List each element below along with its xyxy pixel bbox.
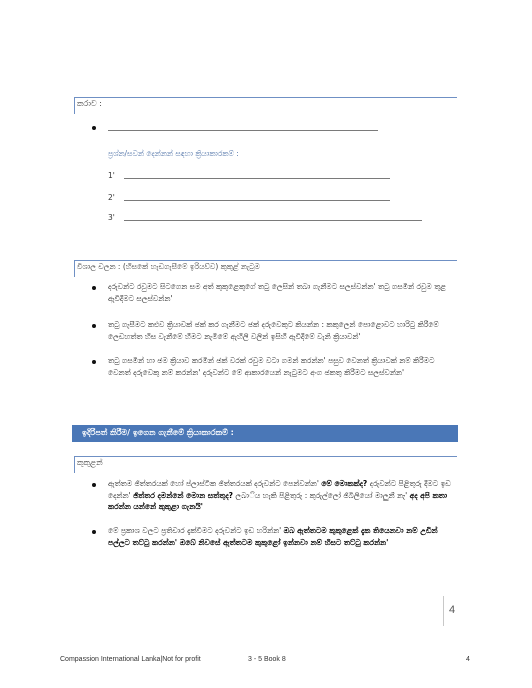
bullet2-bold: ඔබ ඇත්තටම කුකුළෙක් දැක තියෙනවා නම් උඩින් පල්ලට තට්ටු කරන්න' ඔබේ නිවසේ ඇත්තටම කුකුළෝ ඉන්නවා නම් හිසට තට්ටු කරන්න' (108, 526, 438, 547)
section-title-karava: කරාව : (77, 99, 102, 108)
bullet-dot (92, 126, 96, 130)
kukulun-bullet-1 (108, 478, 453, 513)
movement-bullet-1: දරුවන්ට රවුමට සිටගෙන සම අත් කුකුළෙකුගේ තටු ලෙසින් තබා ගැනීමට සලස්වන්න' තටු ගසමින් රවුම තුළ ඇවිදීමට සලස්වන්න' (108, 282, 447, 303)
bullet-dot (92, 483, 96, 487)
bullet2-text: මේ ප්‍රකාශ වලට ප්‍රතිචාර දැක්වීමට දරුවන්ට ඉඩ හරින්න' (108, 526, 282, 535)
page-number: 4 (449, 604, 456, 616)
kukulun-bullet-2 (108, 525, 453, 548)
footer-center: 3 - 5 Book 8 (248, 656, 286, 663)
activity-heading-band: ඉදිරිපත් කිරීම/ ඉගෙන ගැනීමේ ක්‍රියාකාරකම් : (72, 425, 458, 442)
section-title-kukulun: කුකුළන් (77, 458, 103, 467)
line-number-1: 1' (108, 171, 115, 180)
question-prompt: ප්‍රශ්න/සවන් දෙන්නන් සඳහා ක්‍රියාකාරකම් : (108, 149, 239, 158)
bullet1-text-a: ඇත්තම ඡිත්තරයක් හෝ ප්ලාස්ටික ඡිත්තරයක් දරුවන්ට පෙන්වන්න' (108, 479, 319, 488)
section-frame-kukulun (74, 456, 457, 473)
answer-line-3 (124, 220, 422, 221)
bullet1-text-b: දරුවන්ට පිළිතුරු දීමට ඉඩ දෙන්න' (108, 479, 451, 500)
bullet-dot (92, 360, 96, 364)
line-number-3: 3' (108, 213, 115, 222)
section-frame-karava (74, 97, 457, 114)
bullet1-bold-a: මේ මොකක්ද? (321, 479, 368, 488)
footer-right: 4 (466, 656, 470, 663)
footer-left: Compassion International Lanka|Not for profit (60, 656, 201, 663)
page-number-rule (443, 596, 444, 626)
movement-bullet-2: තටු ගැසීමට කළුව ක්‍රියාවක් ඡක් කර ගැනීමට ඡක් දරුවෙකුට කියන්න : කකුලෙන් පොළොවට හාරිටු කිරීමේ ලෙඩහත්ත හිස වැනීමේ හීමට නැමීමේ ඇහිලි වලින් ඉසිහී ඇවිදීමේ වැනි ක්‍රියාවන්' (108, 320, 439, 341)
answer-line (108, 130, 378, 131)
bullet-dot (92, 324, 96, 328)
bullet1-text-c: ලබාිය හැකි පිළිතුරු : කුරුල්ලෝ ඡිබිලියෝ මාලුනී නෑ' (235, 490, 408, 500)
movement-bullet-3: තටු ගසමින් හා ඡම ක්‍රියාව කරමින් ඡක් වරක් රවුම වටා ගමන් කරන්න' පසුව වෙනත් ක්‍රියාවක් නම් කිරීමට වෙනත් දරුවෙකු නම් කරන්න' දරුවන්ට මේ ආකාරයෙන් නැටුමට අංග ඡකතු කිරීමට සලස්වන්න' (108, 356, 435, 377)
bullet-dot (92, 286, 96, 290)
answer-line-2 (124, 200, 390, 201)
bullet1-bold-b: ඡිත්තර දමන්නේ මොන සත්තුද? (133, 490, 234, 500)
section-title-movement: විශාල චලන : (හිසකේ හැඩගැසීමේ ඉරියව්ව) කුකුළ් නැටුම (77, 262, 260, 271)
answer-line-1 (124, 178, 390, 179)
bullet-dot (92, 530, 96, 534)
bullet1-bold-c: අද අපි කතා කරන්න යන්නේ කුකුළා ගැනයි' (108, 490, 448, 511)
line-number-2: 2' (108, 193, 115, 202)
